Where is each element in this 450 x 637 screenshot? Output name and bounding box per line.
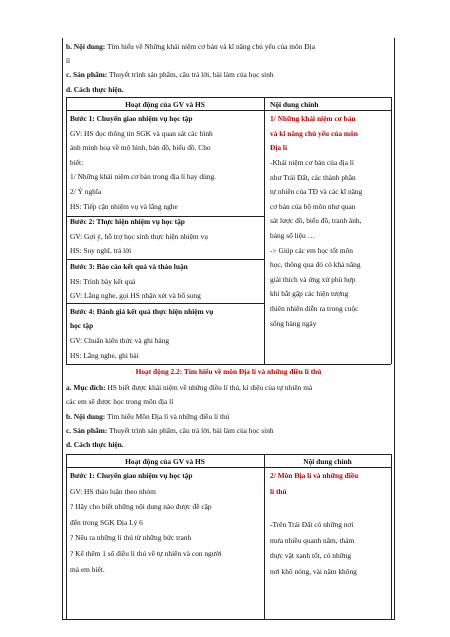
- muc-dich-cont: các em sẽ được học trong môn địa lí: [66, 397, 174, 406]
- table1-right-line: sống hàng ngày: [270, 318, 317, 328]
- table2-col-left-header: Hoạt động của GV và HS: [125, 457, 205, 466]
- table1-right-line: giải thích và ứng xử phù hợp: [270, 274, 356, 284]
- table1-right-title-line: Địa lí: [270, 143, 288, 153]
- san-pham2-line: [66, 425, 274, 436]
- san-pham-text: Thuyết trình sản phẩm, câu trả lời, bài làm của học sinh: [107, 70, 274, 79]
- muc-dich-line: [66, 382, 312, 393]
- table2-left-border: [66, 454, 67, 620]
- table1-header-rule: [66, 110, 391, 111]
- table2-header-rule: [66, 467, 391, 468]
- san-pham2-label: c. Sản phẩm:: [66, 426, 108, 435]
- table1-left-line: 1/ Những khái niệm cơ bản trong địa lí hay dùng.: [70, 172, 217, 182]
- table2-right-line: thực vật xanh tốt, có những: [270, 551, 352, 561]
- table1-left-line: biết:: [70, 157, 84, 167]
- table2-left-line: ? Nêu ra những lí thú từ những bức tranh: [70, 533, 192, 543]
- table1-right-line: -> Giúp các em học tốt môn: [270, 245, 353, 255]
- san-pham-line: [66, 69, 274, 80]
- table2-left-line: GV: HS thảo luận theo nhóm: [70, 486, 156, 496]
- table1-step2-rule: [66, 259, 264, 260]
- table1-col-right-header: Nội dung chính: [270, 100, 319, 109]
- table1-right-line: như Trái Đất, các thành phần: [270, 172, 356, 182]
- table1-top-rule: [66, 97, 391, 98]
- table1-col-left-header: Hoạt động của GV và HS: [125, 100, 205, 109]
- cach-thuc2-heading: d. Cách thực hiện.: [66, 440, 124, 449]
- table1-col-divider: [264, 97, 265, 364]
- noi-dung2-text: Tìm hiểu Môn Địa lí và những điều lí thú: [105, 412, 230, 421]
- table1-left-line: Bước 2: Thực hiện nhiệm vụ học tập: [70, 217, 185, 227]
- table1-right-title-line: 1/ Những khái niệm cơ bản: [270, 114, 356, 123]
- section2-heading: Hoạt động 2.2: Tìm hiểu về môn Địa lí và những điều lí thú: [135, 367, 322, 376]
- table1-left-line: ảnh minh hoạ về mô hình, bản đồ, biểu đồ. Cho: [70, 143, 211, 153]
- table1-right-line: -Khái niệm cơ bản của địa lí: [270, 158, 354, 167]
- table2-top-rule: [66, 454, 391, 455]
- table2-left-line: ? Hãy cho biết những nội dung nào được đề cập: [70, 502, 212, 512]
- table1-right-line: học, thông qua đó có khả năng: [270, 260, 361, 270]
- table2-right-line: mưa nhiều quanh năm, thảm: [270, 535, 355, 545]
- table1-step3-rule: [66, 303, 264, 304]
- table1-left-line: GV: HS đọc thông tin SGK và quan sát các hình: [70, 128, 213, 138]
- table2-col-divider: [264, 454, 265, 620]
- noi-dung-label: b. Nội dung:: [66, 42, 106, 51]
- table1-left-line: Bước 4: Đánh giá kết quả thực hiện nhiệm vụ: [70, 306, 214, 316]
- table1-right-line: sát lược đồ, biểu đồ, tranh ảnh,: [270, 216, 362, 226]
- table1-right-border: [391, 97, 392, 364]
- table1-left-line: 2/ Ý nghĩa: [70, 187, 102, 196]
- table1-right-line: bảng số liệu …: [270, 231, 315, 240]
- muc-dich-text: HS biết được khái niệm về những điều lí thú, kì diệu của tự nhiên mà: [105, 383, 313, 392]
- table2-left-line: Bước 1: Chuyển giao nhiệm vụ học tập: [70, 471, 193, 480]
- noi-dung-text: Tìm hiểu về Những khái niệm cơ bản và kĩ năng chủ yếu của môn Địa: [105, 42, 315, 51]
- table2-right-line: nơi khô nóng, vài năm không: [270, 566, 357, 576]
- table1-right-line: thiên nhiên diễn ra trong cuộc: [270, 304, 359, 313]
- table1-bottom-rule: [66, 364, 391, 365]
- noi-dung2-line: [66, 411, 229, 422]
- table1-left-line: Bước 1: Chuyển giao nhiệm vụ học tập: [70, 114, 193, 123]
- table2-right-line: -Trên Trái Đất có những nơi: [270, 520, 354, 529]
- table2-left-line: ? Kể thêm 1 số điều lí thú về tự nhiên và con người: [70, 549, 222, 558]
- muc-dich-label: a. Mục đích:: [66, 383, 106, 392]
- noi-dung2-label: b. Nội dung:: [66, 412, 106, 421]
- table2-right-border: [391, 454, 392, 620]
- table1-left-line: HS: Trình bày kết quả: [70, 276, 136, 286]
- noi-dung-line: [66, 41, 315, 52]
- table1-right-line: khi bắt gặp các hiện tượng: [270, 289, 349, 299]
- table2-left-line: đến trong SGK Địa Lý 6: [70, 517, 143, 527]
- table1-right-line: tự nhiên của TĐ và các kĩ năng: [270, 187, 363, 197]
- table1-left-line: HS: Suy nghĩ, trả lời: [70, 246, 132, 256]
- table2-right-title-line: lí thú: [270, 486, 287, 496]
- table1-left-border: [66, 97, 67, 364]
- san-pham2-text: Thuyết trình sản phẩm, câu trả lời, bài làm của học sinh: [107, 426, 274, 435]
- table1-left-line: Bước 3: Báo cáo kết quả và thảo luận: [70, 262, 188, 271]
- table1-left-line: học tập: [70, 321, 94, 331]
- noi-dung-cont: lí: [66, 56, 71, 65]
- table1-left-line: GV: Lắng nghe, gọi HS nhận xét và bổ sung: [70, 291, 201, 301]
- table1-left-line: GV: Gợi ý, hỗ trợ học sinh thực hiện nhiệm vụ: [70, 231, 208, 241]
- san-pham-label: c. Sản phẩm:: [66, 70, 108, 79]
- table2-left-line: mà em biết.: [70, 564, 105, 574]
- cach-thuc-heading: d. Cách thực hiện.: [66, 85, 124, 94]
- table2-col-right-header: Nội dung chính: [303, 457, 352, 466]
- table2-right-title-line: 2/ Môn Địa lí và những điều: [270, 471, 359, 480]
- table1-left-line: GV: Chuẩn kiến thức và ghi bảng: [70, 336, 170, 345]
- table1-right-line: cơ bản của bộ môn như quan: [270, 201, 356, 211]
- table1-right-title-line: và kĩ năng chủ yếu của môn: [270, 128, 358, 138]
- table1-left-line: HS: Tiếp cận nhiệm vụ và lắng nghe: [70, 201, 178, 211]
- table1-left-line: HS: Lắng nghe, ghi bài: [70, 350, 139, 360]
